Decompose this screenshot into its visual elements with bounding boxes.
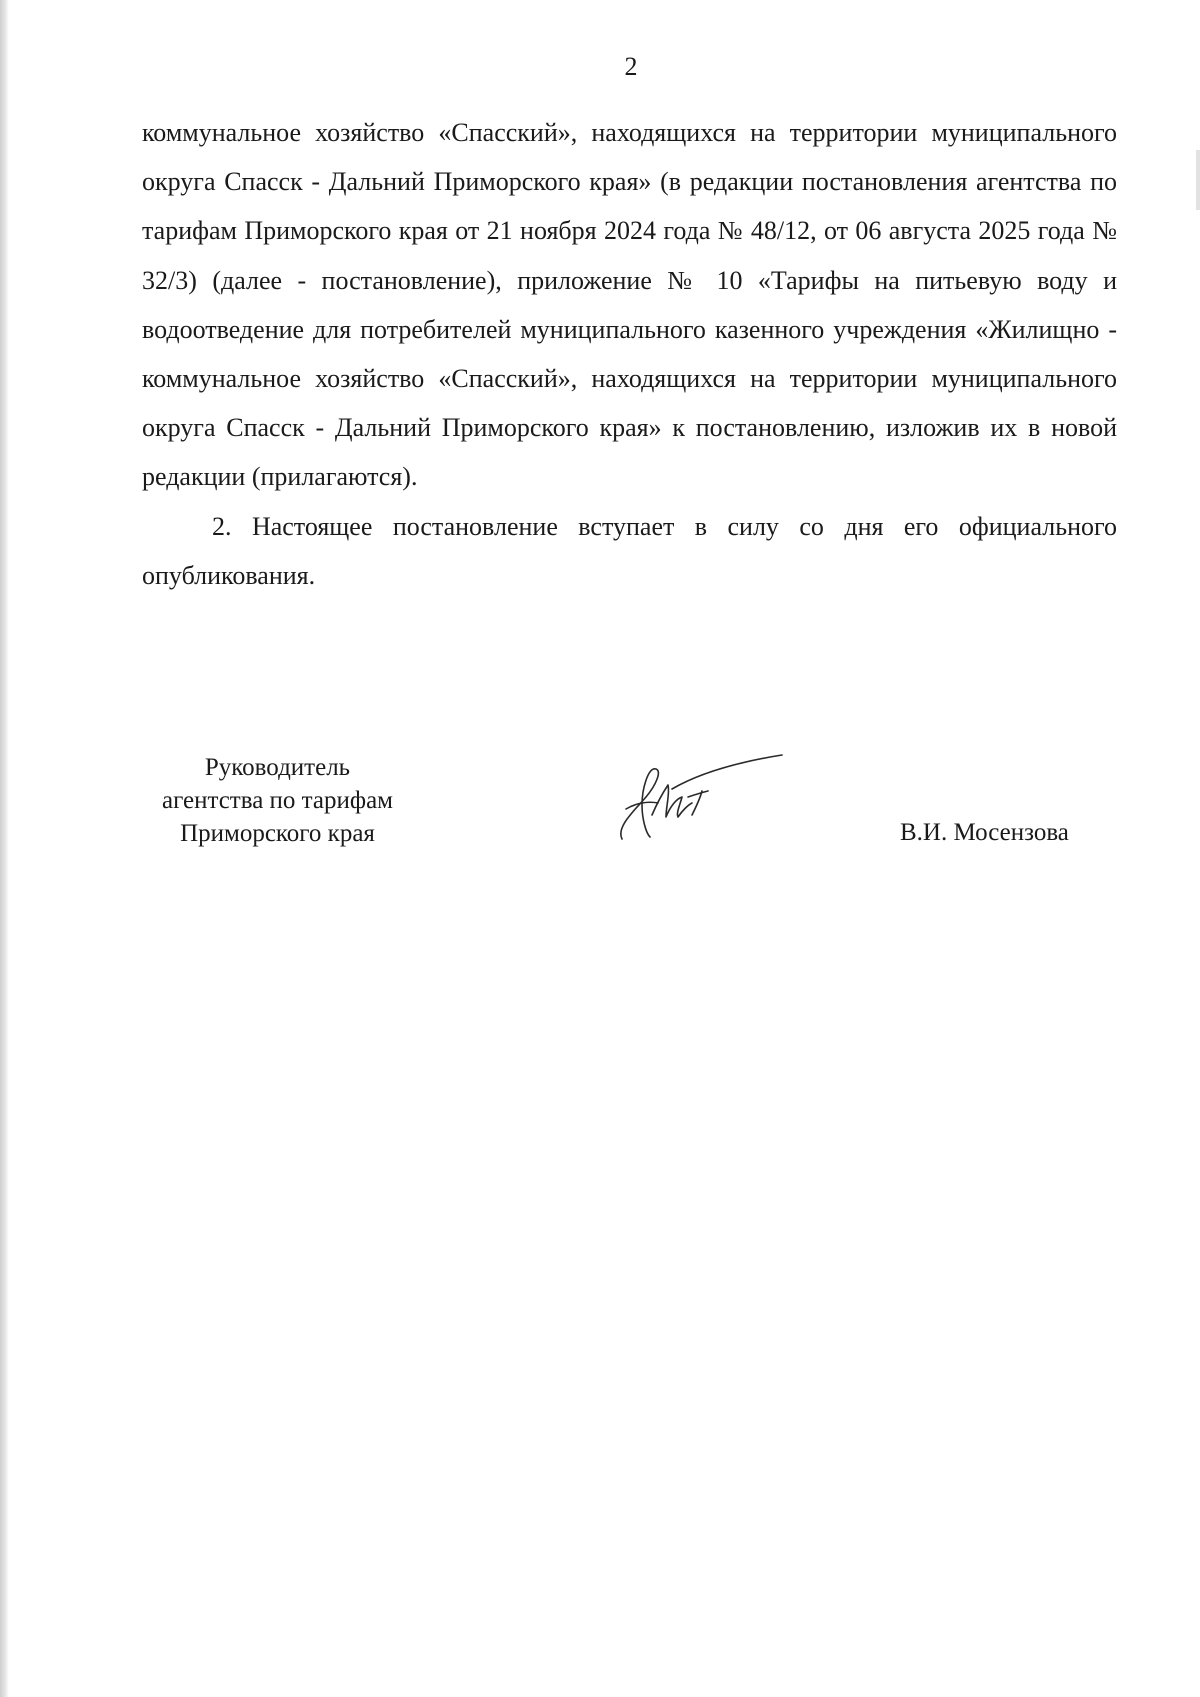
position-title-line: Руководитель xyxy=(204,754,351,781)
page-number: 2 xyxy=(624,52,638,81)
signatory-position-title xyxy=(135,751,420,850)
scan-mark-right xyxy=(1196,150,1200,210)
paragraph-continuation: коммунальное хозяйство «Спасский», находящихся на территории муниципального округа Спасск - Дальний Приморского края» (в редакции постановления агентства по тарифам Приморского края от 21 ноября 2024 года № 48/12, от 06 августа 2025 года № 32/3) (далее - постановление), приложение № 10 «Тарифы на питьевую воду и водоотведение для потребителей муниципального казенного учреждения «Жилищно - коммунальное хозяйство «Спасский», находящихся на территории муниципального округа Спасск - Дальний Приморского края» к постановлению, изложив их в новой редакции (прилагаются). xyxy=(142,118,1117,492)
handwritten-signature xyxy=(612,745,787,850)
position-title-line: Приморского края xyxy=(180,820,375,847)
document-body xyxy=(142,108,1117,600)
signer-name: В.И. Мосензова xyxy=(900,819,1069,846)
paragraph-item-2: 2. Настоящее постановление вступает в силу со дня его официального опубликования. xyxy=(142,511,1117,590)
scan-shadow-left xyxy=(0,0,9,1697)
position-title-line: агентства по тарифам xyxy=(161,787,394,814)
